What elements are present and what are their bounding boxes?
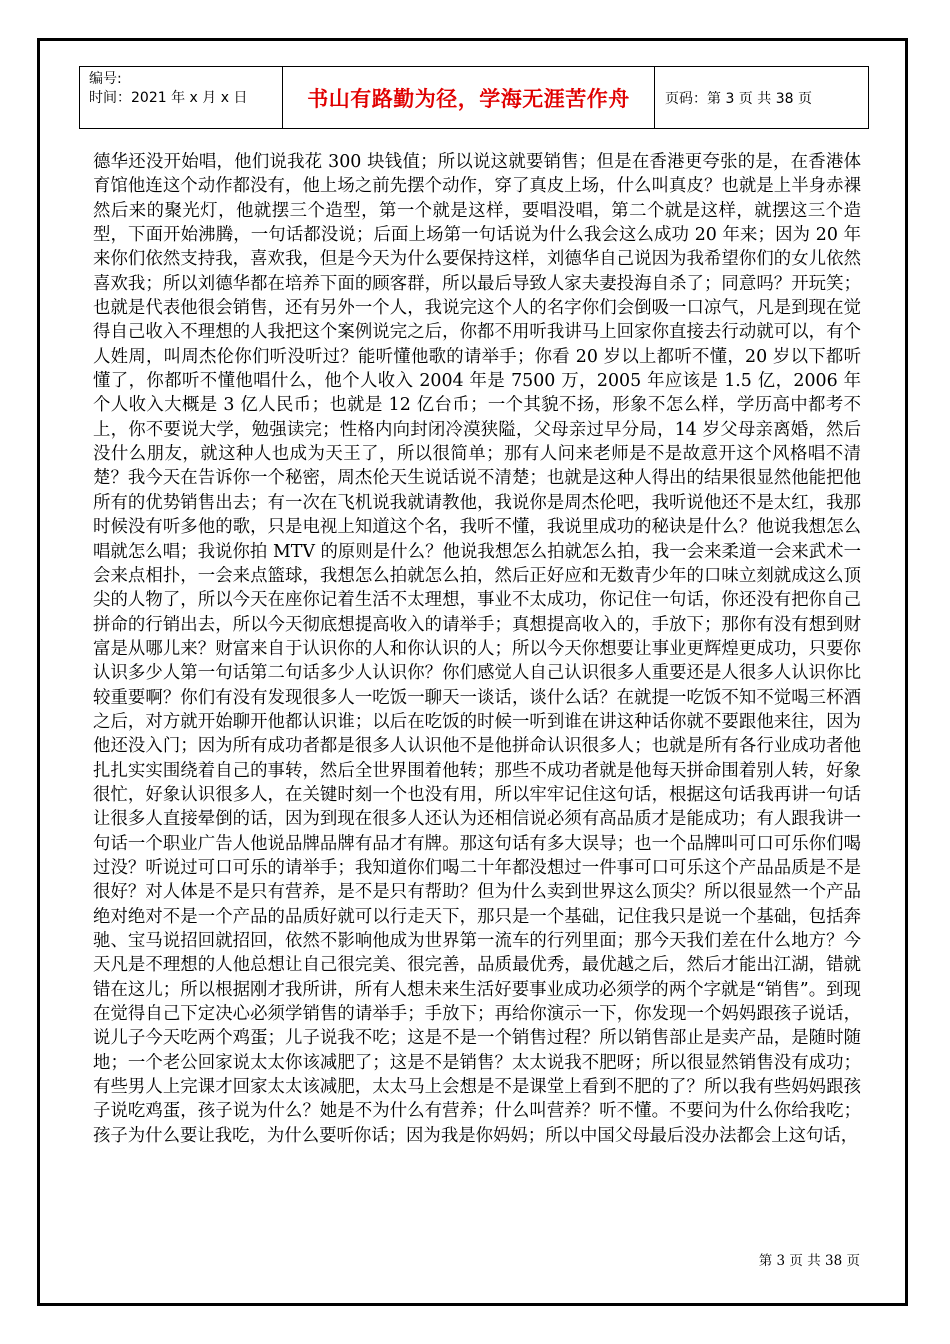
- header-meta: [80, 67, 283, 128]
- page-footer-number: 第 3 页 共 38 页: [758, 1253, 860, 1269]
- document-number-label: 编号:: [89, 71, 122, 87]
- page-header: [79, 66, 869, 129]
- document-time-label: 时间：2021 年 x 月 x 日: [89, 90, 248, 106]
- document-body-text: 德华还没开始唱，他们说我花 300 块钱值；所以说这就要销售；但是在香港更夸张的是，在香港体育馆他连这个动作都没有，他上场之前先摆个动作，穿了真皮上场，什么叫真皮？也就是上半身赤裸然后来的聚光灯，他就摆三个造型，第一个就是这样，要唱没唱，第二个就是这样，就摆这三个造型，下面开始沸腾，一句话都没说；后面上场第一句话说为什么我会这么成功 20 年来；因为 20 年来你们依然支持我，喜欢我，但是今天为什么要保持这样，刘德华自己说因为我希望你们的女儿依然喜欢我；所以刘德华都在培养下面的顾客群，所以最后导致人家夫妻投海自杀了；同意吗？开玩笑；也就是代表他很会销售，还有另外一个人，我说完这个人的名字你们会倒吸一口凉气，凡是到现在觉得自己收入不理想的人我把这个案例说完之后，你都不用听我讲马上回家你直接去行动就可以，有个人姓周，叫周杰伦你们听没听过？能听懂他歌的请举手；你看 20 岁以上都听不懂，20 岁以下都听懂了，你都听不懂他唱什么，他个人收入 2004 年是 7500 万，2005 年应该是 1.5 亿，2006 年个人收入大概是 3 亿人民币；也就是 12 亿台币；一个其貌不扬，形象不怎么样，学历高中都考不上，你不要说大学，勉强读完；性格内向封闭冷漠狭隘，父母亲过早分局，14 岁父母亲离婚，然后没什么朋友，就这种人也成为天王了，所以很简单；那有人问来老师是不是故意开这个风格唱不清楚？我今天在告诉你一个秘密，周杰伦天生说话说不清楚；也就是这种人得出的结果很显然他能把他所有的优势销售出去；有一次在飞机说我就请教他，我说你是周杰伦吧，我听说他还不是太红，我那时候没有听多他的歌，只是电视上知道这个名，我听不懂，我说里成功的秘诀是什么？他说我想怎么唱就怎么唱；我说你拍 MTV 的原则是什么？他说我想怎么拍就怎么拍，我一会来柔道一会来武术一会来点相扑，一会来点篮球，我想怎么拍就怎么拍，然后正好应和无数青少年的口味立刻就成这么顶尖的人物了，所以今天在座你记着生活不太理想，事业不太成功，你记住一句话，你还没有把你自己拼命的行销出去，所以今天彻底想提高收入的请举手；真想提高收入的，手放下；那你有没有想到财富是从哪儿来？财富来自于认识你的人和你认识的人；所以今天你想要让事业更辉煌更成功，只要你认识多少人第一句话第二句话多少人认识你？你们感觉人自己认识很多人重要还是人很多人认识你比较重要啊？你们有没有发现很多人一吃饭一聊天一谈话，谈什么话？在就提一吃饭不知不觉喝三杯酒之后，对方就开始聊开他都认识谁；以后在吃饭的时候一听到谁在讲这种话你就不要跟他来往，因为他还没入门；因为所有成功者都是很多人认识他不是他拼命认识很多人；也就是所有各行业成功者他扎扎实实围绕着自己的事转，然后全世界围着他转；那些不成功者就是他每天拼命围着别人转，好象很忙，好象认识很多人，在关键时刻一个也没有用，所以牢牢记住这句话，根据这句话我再讲一句话让很多人直接晕倒的话，因为到现在很多人还认为还相信说必须有高品质才是能成功；有人跟我讲一句话一个职业广告人他说品牌品牌有品才有牌。那这句话有多大误导；也一个品牌叫可口可乐你们喝过没？听说过可口可乐的请举手；我知道你们喝二十年都没想过一件事可口可乐这个产品品质是不是很好？对人体是不是只有营养，是不是只有帮助？但为什么卖到世界这么顶尖？所以很显然一个产品绝对绝对不是一个产品的品质好就可以行走天下，那只是一个基础，记住我只是说一个基础，包括奔驰、宝马说招回就招回，依然不影响他成为世界第一流车的行列里面；那今天我们差在什么地方？今天凡是不理想的人他总想让自己很完美、很完善，品质最优秀，最优越之后，然后才能出江湖，错就错在这儿；所以根据刚才我所讲，所有人想未来生活好要事业成功必须学的两个字就是“销售”。到现在觉得自己下定决心必须学销售的请举手；手放下；再给你演示一下，你发现一个妈妈跟孩子说话，说儿子今天吃两个鸡蛋；儿子说我不吃；这是不是一个销售过程？所以销售部止是卖产品，是随时随地；一个老公回家说太太你该减肥了；这是不是销售？太太说我不肥呀；所以很显然销售没有成功；有些男人上完课才回家太太该减肥，太太马上会想是不是课堂上看到不肥的了？所以我有些妈妈跟孩子说吃鸡蛋，孩子说为什么？她是不为什么有营养；什么叫营养？听不懂。不要问为什么你给我吃；孩子为什么要让我吃，为什么要听你话；因为我是你妈妈；所以中国父母最后没办法都会上这句话，: [93, 152, 861, 1146]
- header-motto: 书山有路勤为径，学海无涯苦作舟: [283, 67, 655, 128]
- header-page-info: 页码：第 3 页 共 38 页: [665, 90, 812, 107]
